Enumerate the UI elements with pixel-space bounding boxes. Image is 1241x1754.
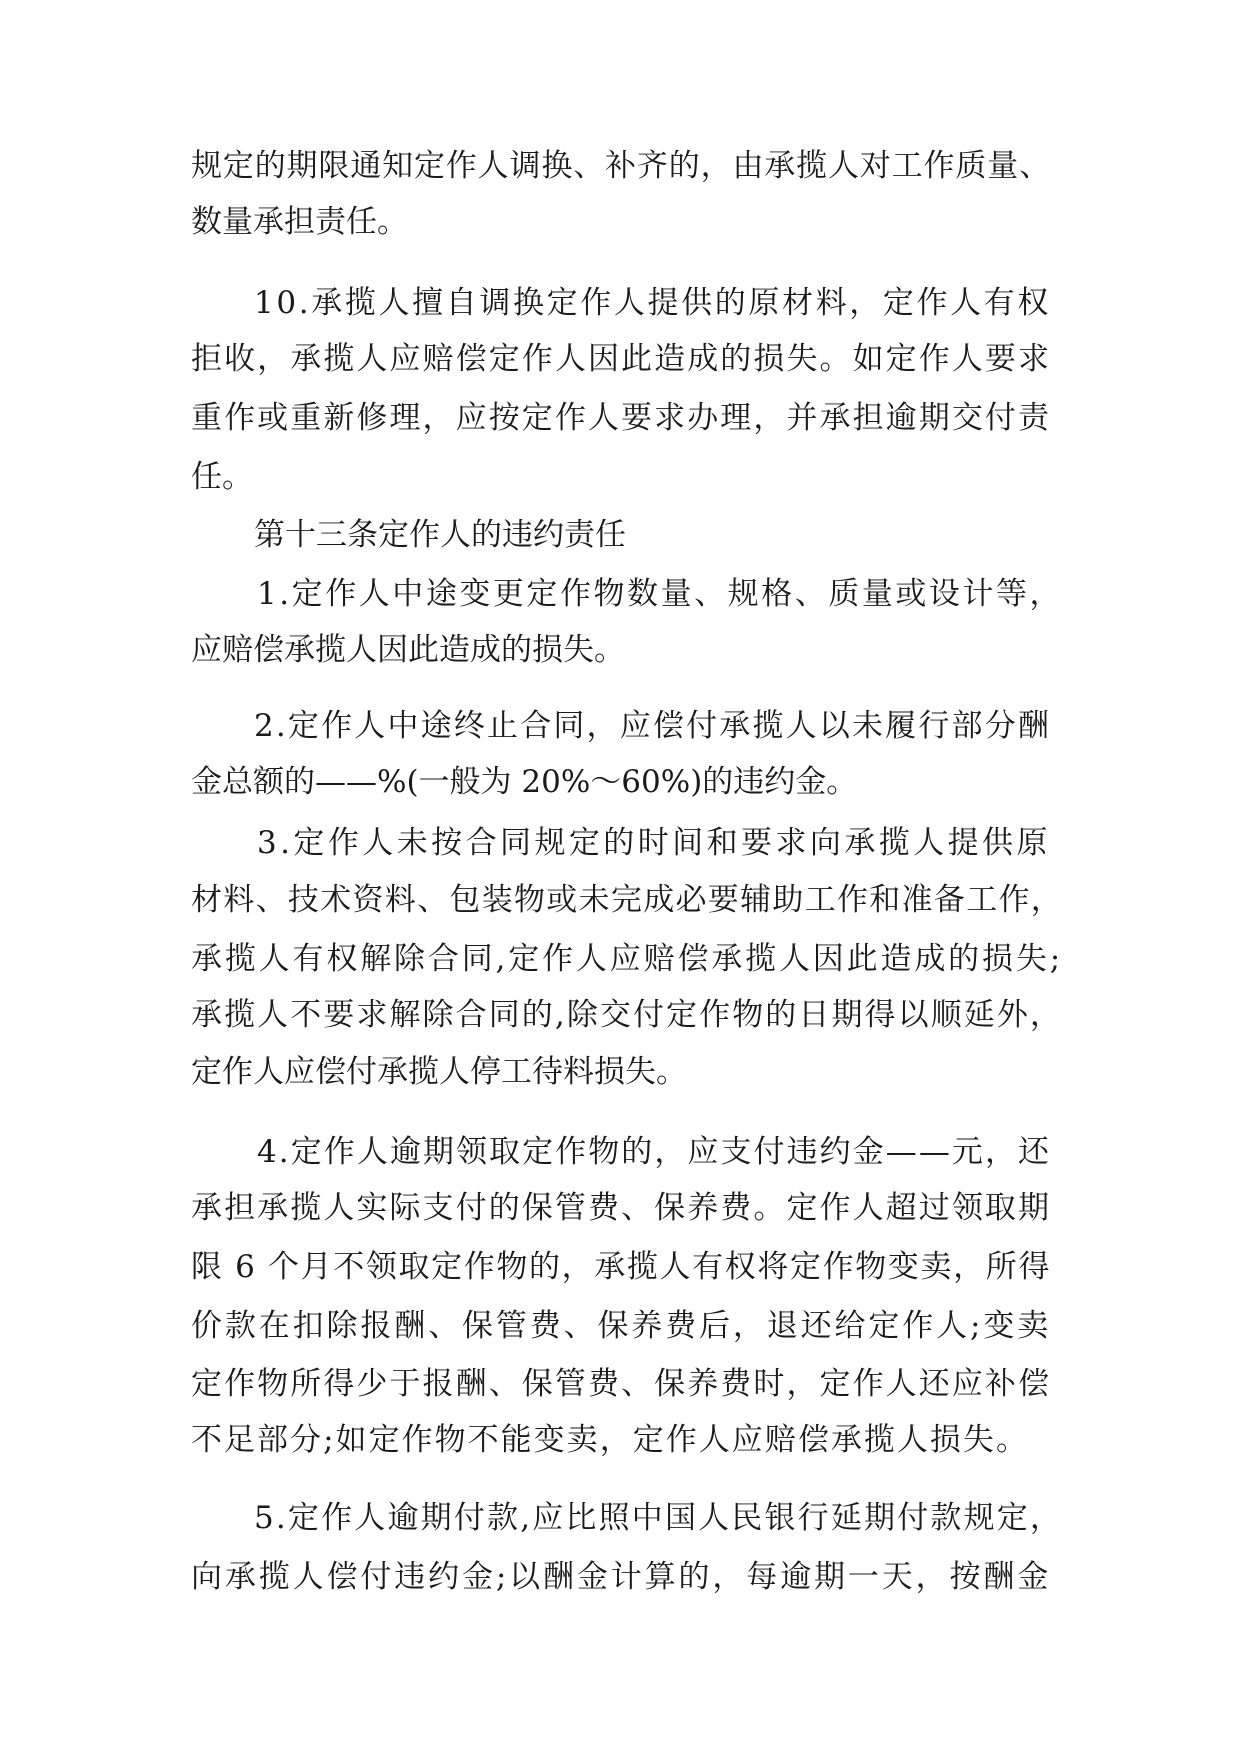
text-line: 向承揽人偿付违约金;以酬金计算的，每逾期一天，按酬金 (191, 1559, 1052, 1595)
text-line: 承担承揽人实际支付的保管费、保养费。定作人超过领取期 (191, 1190, 1052, 1226)
text-line: 价款在扣除报酬、保管费、保养费后，退还给定作人;变卖 (191, 1308, 1052, 1344)
text-line: 不足部分;如定作物不能变卖，定作人应赔偿承揽人损失。 (191, 1422, 1029, 1458)
text-line: 数量承担责任。 (191, 204, 408, 240)
text-line: 10.承揽人擅自调换定作人提供的原材料，定作人有权 (254, 285, 1052, 321)
text-line: 材料、技术资料、包装物或未完成必要辅助工作和准备工作， (191, 882, 1064, 918)
text-line: 定作物所得少于报酬、保管费、保养费时，定作人还应补偿 (191, 1366, 1052, 1402)
text-line: 重作或重新修理，应按定作人要求办理，并承担逾期交付责 (191, 400, 1052, 436)
text-line: 1.定作人中途变更定作物数量、规格、质量或设计等， (257, 576, 1064, 612)
text-line: 拒收，承揽人应赔偿定作人因此造成的损失。如定作人要求 (191, 341, 1052, 377)
text-line: 定作人应偿付承揽人停工待料损失。 (191, 1054, 687, 1090)
text-line: 限 6 个月不领取定作物的，承揽人有权将定作物变卖，所得 (191, 1249, 1052, 1285)
text-line: 4.定作人逾期领取定作物的，应支付违约金——元，还 (257, 1134, 1052, 1170)
text-line: 承揽人有权解除合同,定作人应赔偿承揽人因此造成的损失; (191, 941, 1063, 977)
text-line: 5.定作人逾期付款,应比照中国人民银行延期付款规定， (254, 1500, 1064, 1536)
text-line: 3.定作人未按合同规定的时间和要求向承揽人提供原 (257, 825, 1051, 861)
text-line: 规定的期限通知定作人调换、补齐的，由承揽人对工作质量、 (191, 148, 1051, 184)
text-line: 金总额的——%(一般为 20%～60%)的违约金。 (191, 764, 858, 800)
text-line: 2.定作人中途终止合同，应偿付承揽人以未履行部分酬 (254, 708, 1052, 744)
text-line: 承揽人不要求解除合同的,除交付定作物的日期得以顺延外， (191, 997, 1064, 1033)
text-line: 应赔偿承揽人因此造成的损失。 (191, 632, 625, 668)
text-line: 任。 (191, 459, 253, 495)
section-heading: 第十三条定作人的违约责任 (254, 517, 626, 553)
